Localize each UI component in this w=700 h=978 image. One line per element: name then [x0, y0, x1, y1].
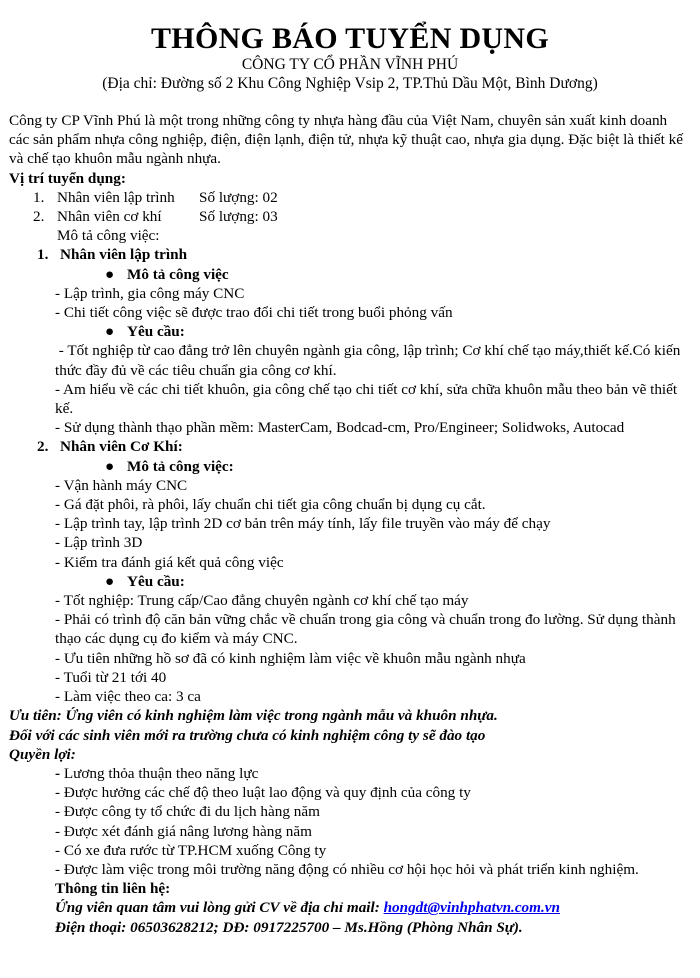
- section-number: 1.: [37, 246, 49, 264]
- priority-note: Ưu tiên: Ứng viên có kinh nghiệm làm việc trong ngành mẫu và khuôn nhựa.: [9, 707, 498, 725]
- positions-heading: Vị trí tuyển dụng:: [9, 169, 126, 187]
- list-item: - Sử dụng thành thạo phần mềm: MasterCam, Bodcad-cm, Pro/Engineer; Solidwoks, Autocad: [55, 419, 625, 437]
- list-item: - Phải có trình độ căn bản vững chắc về chuẩn trong gia công và chuẩn trong đo lường. Sử dụng thành thạo các dụng cụ đo kiểm và máy CNC.: [55, 611, 676, 648]
- position-quantity: Số lượng: 02: [199, 188, 278, 206]
- job-description-label: Mô tả công việc:: [57, 227, 160, 245]
- position-name: Nhân viên cơ khí: [57, 208, 162, 226]
- subheading-label: Yêu cầu:: [127, 572, 185, 590]
- contact-email-line: [9, 898, 689, 917]
- document-body: [9, 111, 689, 937]
- position-item: [9, 188, 689, 207]
- list-item: - Có xe đưa rước từ TP.HCM xuống Công ty: [55, 841, 327, 859]
- document-header: [0, 0, 700, 93]
- position-name: Nhân viên lập trình: [57, 188, 175, 206]
- list-item: - Được làm việc trong môi trường năng động có nhiều cơ hội học hỏi và phát triển kinh nghiệm.: [55, 860, 639, 878]
- list-item: - Lập trình tay, lập trình 2D cơ bản trên máy tính, lấy file truyền vào máy để chạy: [55, 515, 551, 533]
- subheading-label: Mô tả công việc: [127, 265, 229, 283]
- position-item: [9, 207, 689, 226]
- contact-email-prefix: Ứng viên quan tâm vui lòng gửi CV về địa chỉ mail:: [55, 899, 384, 917]
- subheading-job-description: [9, 265, 689, 284]
- contact-heading: Thông tin liên hệ:: [55, 880, 171, 898]
- list-item: - Kiểm tra đánh giá kết quả công việc: [55, 553, 284, 571]
- intro-paragraph: Công ty CP Vĩnh Phú là một trong những công ty nhựa hàng đầu của Việt Nam, chuyên sản xuất kinh doanh các sản phẩm nhựa công nghiệp, điện, điện lạnh, điện tử, nhựa kỹ thuật cao, nhựa gia dụng. Đặc biệt là thiết kế và chế tạo khuôn mẫu ngành nhựa.: [9, 112, 683, 168]
- list-item: - Vận hành máy CNC: [55, 476, 188, 494]
- bullet-icon: ●: [105, 265, 115, 283]
- list-item: - Làm việc theo ca: 3 ca: [55, 688, 201, 706]
- list-item: - Được hưởng các chế độ theo luật lao động và quy định của công ty: [55, 784, 471, 802]
- list-item: - Am hiểu về các chi tiết khuôn, gia công chế tạo chi tiết cơ khí, sửa chữa khuôn mẫu theo bản vẽ thiết kế.: [55, 380, 678, 418]
- training-note: Đối với các sinh viên mới ra trường chưa có kinh nghiệm công ty sẽ đào tạo: [9, 726, 486, 744]
- list-item: - Được xét đánh giá nâng lương hàng năm: [55, 822, 312, 840]
- position-number: 2.: [33, 208, 45, 226]
- section-mechanic-heading: [9, 437, 689, 456]
- benefit-text: Lương thỏa thuận theo năng lực: [63, 764, 259, 782]
- list-item: - Lập trình 3D: [55, 534, 143, 552]
- benefits-heading: Quyền lợi:: [9, 745, 76, 763]
- page-title: THÔNG BÁO TUYỂN DỤNG: [151, 22, 549, 55]
- list-item: - Tốt nghiệp: Trung cấp/Cao đẳng chuyên ngành cơ khí chế tạo máy: [55, 592, 469, 610]
- subheading-requirements: [9, 322, 689, 341]
- bullet-icon: ●: [105, 457, 115, 475]
- section-title: Nhân viên Cơ Khí:: [60, 438, 183, 456]
- section-number: 2.: [37, 438, 49, 456]
- list-item: - Được công ty tổ chức đi du lịch hàng năm: [55, 803, 320, 821]
- list-item: - Lập trình, gia công máy CNC: [55, 284, 245, 302]
- section-programmer-heading: [9, 245, 689, 264]
- company-name: CÔNG TY CỔ PHẦN VĨNH PHÚ: [241, 56, 459, 73]
- position-quantity: Số lượng: 03: [199, 208, 278, 226]
- list-item: - Gá đặt phôi, rà phôi, lấy chuẩn chi tiết gia công chuẩn bị dụng cụ cắt.: [55, 496, 486, 514]
- company-address: (Địa chỉ: Đường số 2 Khu Công Nghiệp Vsip 2, TP.Thủ Dầu Một, Bình Dương): [102, 75, 598, 92]
- contact-phone-line: Điện thoại: 06503628212; DĐ: 0917225700 – Ms.Hồng (Phòng Nhân Sự).: [55, 918, 523, 936]
- subheading-requirements: [9, 572, 689, 591]
- subheading-label: Yêu cầu:: [127, 323, 185, 341]
- list-item: - Chi tiết công việc sẽ được trao đổi chi tiết trong buổi phỏng vấn: [55, 304, 453, 322]
- section-title: Nhân viên lập trình: [60, 246, 188, 264]
- bullet-icon: ●: [105, 572, 115, 590]
- email-link[interactable]: hongdt@vinhphatvn.com.vn: [383, 899, 560, 917]
- subheading-label: Mô tả công việc:: [127, 457, 234, 475]
- position-number: 1.: [33, 188, 45, 206]
- bullet-icon: ●: [105, 323, 115, 341]
- list-item: [9, 764, 689, 783]
- list-item: - Tốt nghiệp từ cao đẳng trở lên chuyên ngành gia công, lập trình; Cơ khí chế tạo máy,thiết kế.Có kiến thức đầy đủ về các tiêu chuẩn gia công cơ khí.: [55, 342, 685, 379]
- list-item: - Ưu tiên những hồ sơ đã có kinh nghiệm làm việc về khuôn mẫu ngành nhựa: [55, 649, 526, 667]
- dash-marker: -: [55, 764, 64, 782]
- list-item: - Tuổi từ 21 tới 40: [55, 668, 167, 686]
- subheading-job-description: [9, 457, 689, 476]
